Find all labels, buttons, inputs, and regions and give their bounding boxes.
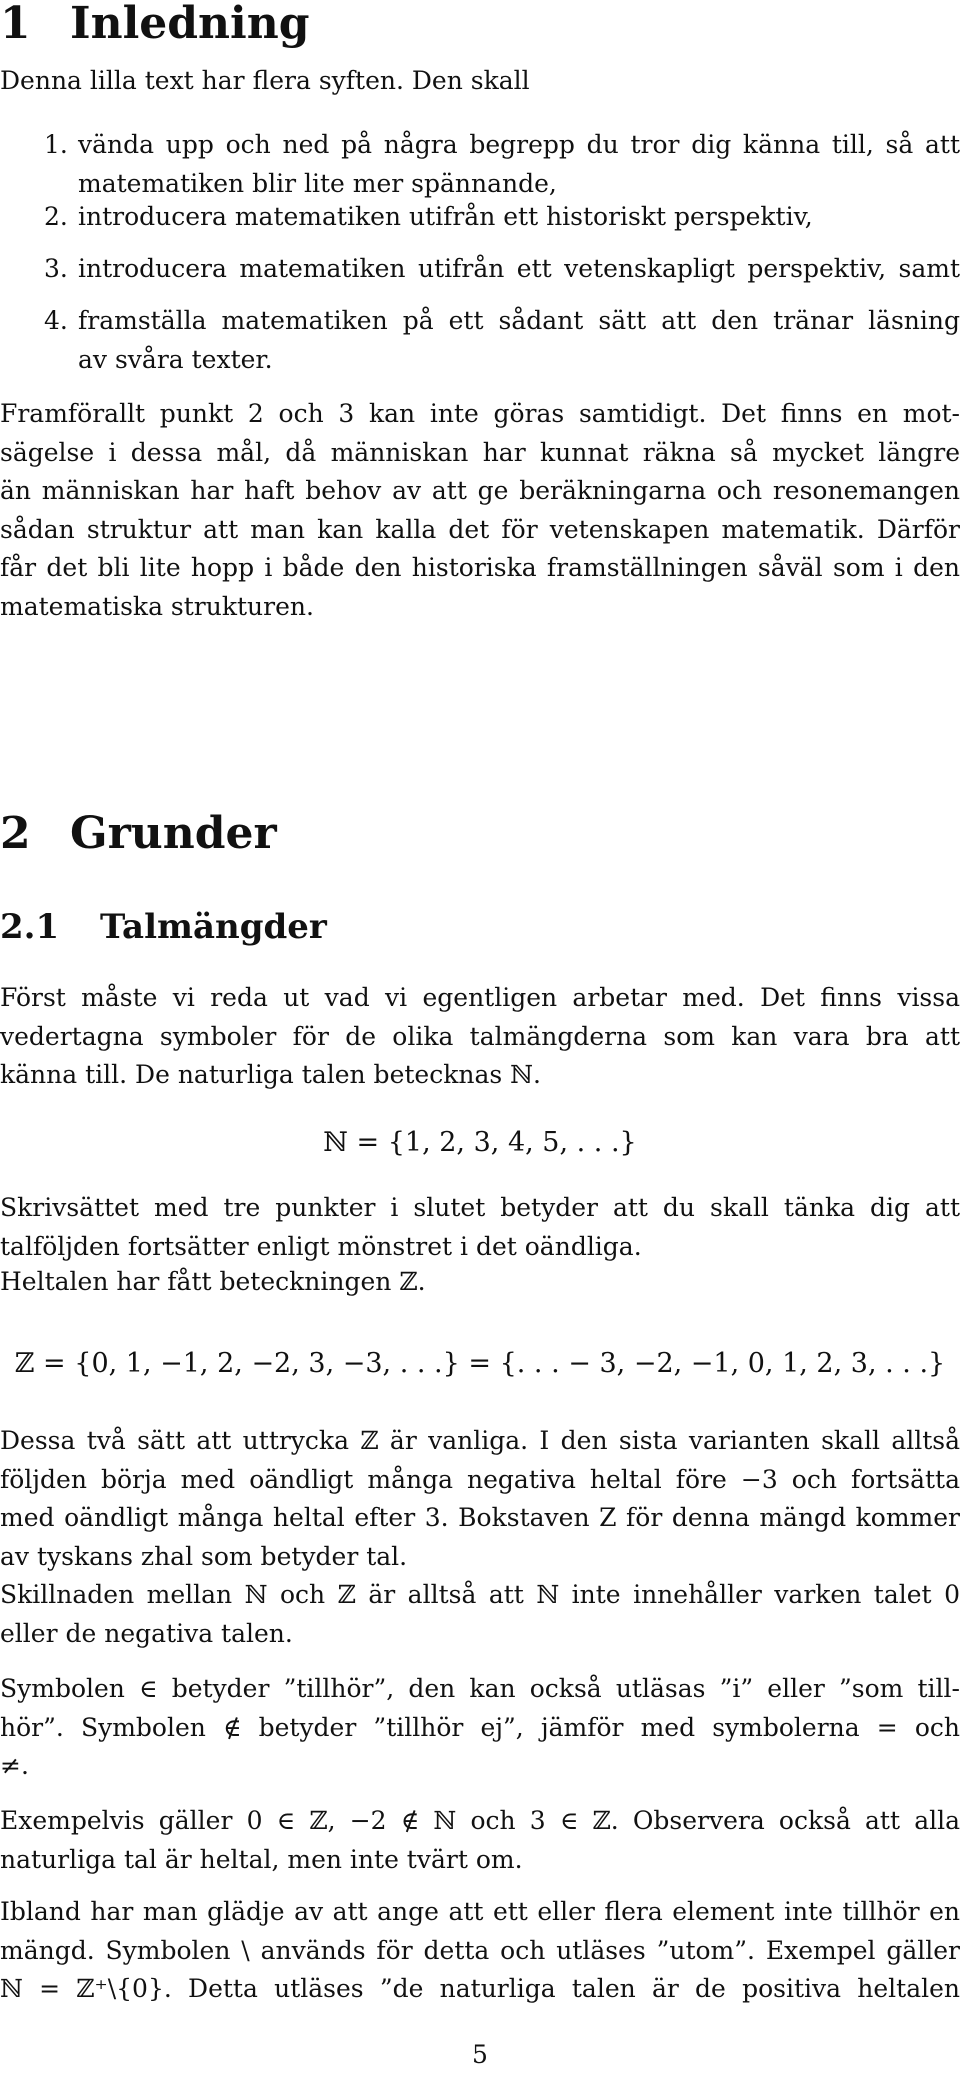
text-line: följden börja med oändligt många negativa heltal före −3 och fortsätta (0, 1464, 960, 1494)
text-line: av svåra texter. (78, 344, 273, 374)
text-line: introducera matematiken utifrån ett historiskt perspektiv, (78, 202, 813, 231)
text-line: än människan har haft behov av att ge beräkningarna och resonemangen (0, 476, 960, 505)
text-line: talföljden fortsätter enligt mönstret i det oändliga. (0, 1231, 642, 1261)
paragraph-4 (0, 1263, 960, 1302)
text-line: känna till. De naturliga talen betecknas ℕ. (0, 1060, 541, 1089)
paragraph-5 (0, 1422, 960, 1576)
paragraph-9 (0, 1893, 960, 2009)
section-number: 2 (0, 808, 31, 859)
list-label: 1. (44, 130, 68, 159)
paragraph-6 (0, 1576, 960, 1653)
text-line: Framförallt punkt 2 och 3 kan inte göras samtidigt. Det finns en mot- (0, 399, 960, 428)
equation-integers: ℤ = {0, 1, −1, 2, −2, 3, −3, . . .} = {. . . − 3, −2, −1, 0, 1, 2, 3, . . .} (14, 1348, 946, 1379)
section-number: 1 (0, 0, 31, 49)
list-label: 4. (44, 306, 68, 335)
text-line: mängd. Symbolen \ används för detta och utläses ”utom”. Exempel gäller (0, 1935, 960, 1965)
paragraph-3 (0, 1189, 960, 1266)
text-line: av tyskans zhal som betyder tal. (0, 1541, 408, 1571)
page-number: 5 (472, 2040, 488, 2069)
text-line: matematiska strukturen. (0, 591, 314, 621)
text-line: Skrivsättet med tre punkter i slutet betyder att du skall tänka dig att (0, 1193, 960, 1222)
text-line: hör”. Symbolen ∉ betyder ”tillhör ej”, jämför med symbolerna = och (0, 1712, 960, 1742)
text-line: får det bli lite hopp i både den historiska framställningen såväl som i den (0, 553, 960, 582)
list-label: 2. (44, 202, 68, 231)
subsection-number: 2.1 (0, 907, 60, 947)
text-line: sägelse i dessa mål, då människan har kunnat räkna så mycket längre (0, 437, 960, 467)
text-line: Exempelvis gäller 0 ∈ ℤ, −2 ∉ ℕ och 3 ∈ ℤ. Observera också att alla (0, 1806, 960, 1835)
text-line: Skillnaden mellan ℕ och ℤ är alltså att ℕ inte innehåller varken talet 0 (0, 1580, 960, 1609)
intro-paragraph (0, 62, 960, 101)
text-line: Heltalen har fått beteckningen ℤ. (0, 1267, 426, 1296)
text-line: ℕ = ℤ⁺\{0}. Detta utläses ”de naturliga talen är de positiva heltalen (0, 1974, 960, 2003)
paragraph-1 (0, 395, 960, 626)
paragraph-2 (0, 979, 960, 1095)
subsection-heading-2-1 (0, 907, 327, 947)
text-line: framställa matematiken på ett sådant sätt att den tränar läsning (78, 306, 960, 335)
text-line: med oändligt många heltal efter 3. Bokstaven Z för denna mängd kommer (0, 1503, 960, 1532)
text-line: vända upp och ned på några begrepp du tror dig känna till, så att (78, 130, 960, 159)
text-line: sådan struktur att man kan kalla det för vetenskapen matematik. Därför (0, 514, 960, 544)
text-line: vedertagna symboler för de olika talmängderna som kan vara bra att (0, 1021, 960, 1051)
text-line: introducera matematiken utifrån ett vetenskapligt perspektiv, samt (78, 254, 960, 283)
text-line: Symbolen ∈ betyder ”tillhör”, den kan också utläsas ”i” eller ”som till- (0, 1674, 960, 1703)
section-title: Inledning (70, 0, 310, 49)
text-line: Ibland har man glädje av att ange att ett eller flera element inte tillhör en (0, 1897, 960, 1926)
subsection-title: Talmängder (100, 907, 327, 947)
text-line: ≠. (0, 1751, 29, 1780)
paragraph-8 (0, 1802, 960, 1879)
section-title: Grunder (70, 808, 277, 859)
text-line: Dessa två sätt att uttrycka ℤ är vanliga. I den sista varianten skall alltså (0, 1426, 960, 1455)
list-label: 3. (44, 254, 68, 283)
equation-naturals: ℕ = {1, 2, 3, 4, 5, . . .} (323, 1127, 637, 1158)
paragraph-7 (0, 1670, 960, 1786)
text-line: Först måste vi reda ut vad vi egentligen arbetar med. Det finns vissa (0, 983, 960, 1012)
text-line: naturliga tal är heltal, men inte tvärt om. (0, 1844, 523, 1874)
text-line: Denna lilla text har flera syften. Den skall (0, 66, 530, 95)
text-line: eller de negativa talen. (0, 1618, 293, 1648)
text-line: matematiken blir lite mer spännande, (78, 168, 557, 198)
section-heading-1 (0, 0, 310, 49)
section-heading-2 (0, 808, 277, 859)
